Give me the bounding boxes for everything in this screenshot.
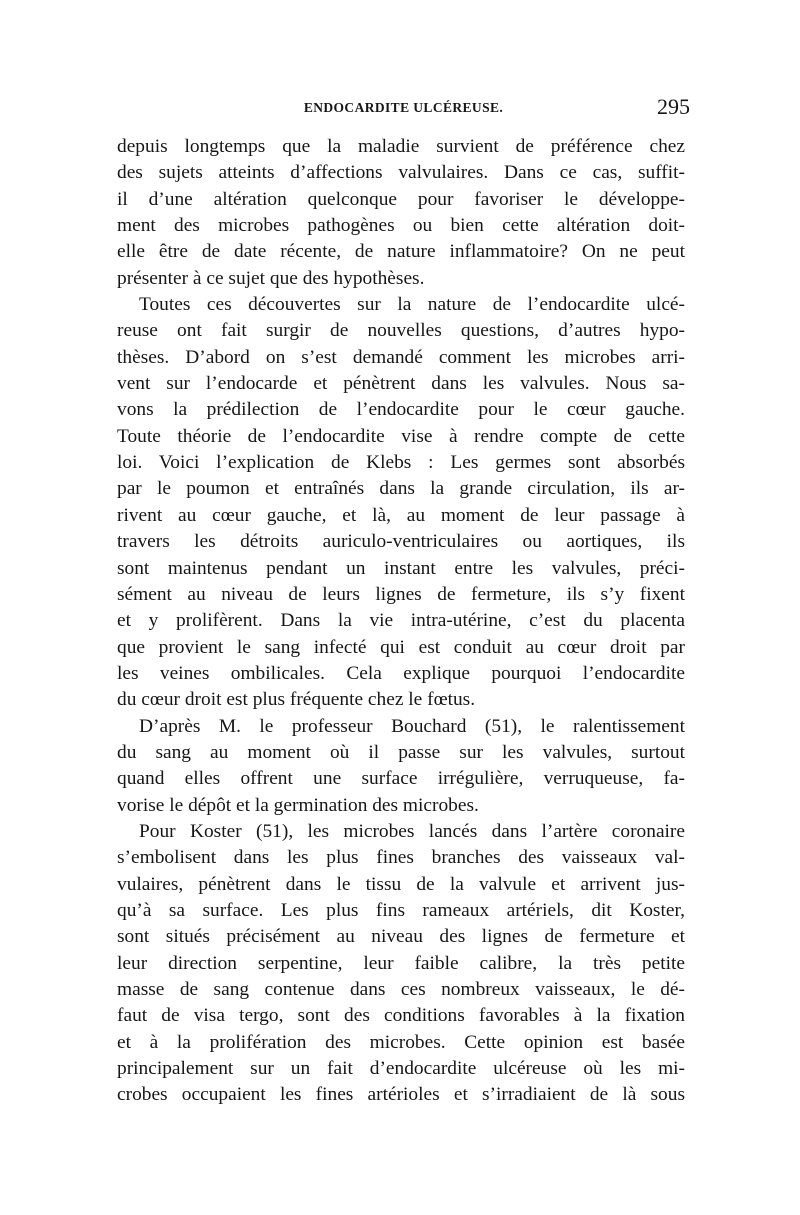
text-line: masse de sang contenue dans ces nombreux vaisseaux, le dé- <box>117 979 685 1000</box>
text-line: thèses. D’abord on s’est demandé comment les microbes arri- <box>117 346 685 368</box>
text-line: reuse ont fait surgir de nouvelles questions, d’autres hypo- <box>117 320 685 342</box>
text-line: du sang au moment où il passe sur les valvules, surtout <box>117 741 685 763</box>
page-number: 295 <box>657 94 690 119</box>
text-line: vulaires, pénètrent dans le tissu de la valvule et arrivent jus- <box>117 873 685 895</box>
text-line: et y prolifèrent. Dans la vie intra-utérine, c’est du placenta <box>117 610 685 632</box>
text-line: vorise le dépôt et la germination des microbes. <box>117 794 479 816</box>
text-line: quand elles offrent une surface irrégulière, verruqueuse, fa- <box>117 768 685 790</box>
text-line: Toutes ces découvertes sur la nature de l’endocardite ulcé- <box>139 294 685 316</box>
text-line: leur direction serpentine, leur faible calibre, la très petite <box>117 952 685 974</box>
text-line: qu’à sa surface. Les plus fins rameaux artériels, dit Koster, <box>117 899 685 921</box>
text-line: loi. Voici l’explication de Klebs : Les germes sont absorbés <box>117 452 685 474</box>
text-line: principalement sur un fait d’endocardite ulcéreuse où les mi- <box>117 1058 685 1080</box>
text-line: vent sur l’endocarde et pénètrent dans les valvules. Nous sa- <box>117 373 685 395</box>
text-line: les veines ombilicales. Cela explique pourquoi l’endocardite <box>117 662 685 684</box>
body-text <box>117 134 685 1109</box>
text-line: depuis longtemps que la maladie survient de préférence chez <box>117 136 685 157</box>
text-line: travers les détroits auriculo-ventriculaires ou aortiques, ils <box>117 531 685 553</box>
text-line: il d’une altération quelconque pour favoriser le développe- <box>117 188 685 210</box>
running-title: ENDOCARDITE ULCÉREUSE. <box>303 100 504 115</box>
text-line: s’embolisent dans les plus fines branches des vaisseaux val- <box>117 847 685 869</box>
text-line: elle être de date récente, de nature inflammatoire? On ne peut <box>117 241 685 263</box>
text-line: faut de visa tergo, sont des conditions favorables à la fixation <box>117 1005 685 1027</box>
text-line: présenter à ce sujet que des hypothèses. <box>117 267 425 289</box>
text-line: sont maintenus pendant un instant entre les valvules, préci- <box>117 557 685 579</box>
text-line: des sujets atteints d’affections valvulaires. Dans ce cas, suffit- <box>117 162 685 184</box>
text-line: par le poumon et entraînés dans la grande circulation, ils ar- <box>117 478 685 500</box>
text-line: ment des microbes pathogènes ou bien cette altération doit- <box>117 215 685 237</box>
text-line: crobes occupaient les fines artérioles et s’irradiaient de là sous <box>117 1084 685 1106</box>
text-line: sément au niveau de leurs lignes de fermeture, ils s’y fixent <box>117 583 685 605</box>
text-line: que provient le sang infecté qui est conduit au cœur droit par <box>117 636 685 658</box>
text-line: Toute théorie de l’endocardite vise à rendre compte de cette <box>117 425 685 447</box>
text-line: sont situés précisément au niveau des lignes de fermeture et <box>117 926 685 948</box>
text-line: Pour Koster (51), les microbes lancés dans l’artère coronaire <box>139 820 685 842</box>
text-line: vons la prédilection de l’endocardite pour le cœur gauche. <box>117 399 685 421</box>
text-line: D’après M. le professeur Bouchard (51), le ralentissement <box>139 715 685 737</box>
text-line: rivent au cœur gauche, et là, au moment de leur passage à <box>117 504 685 526</box>
page-header <box>117 94 690 126</box>
text-line: et à la prolifération des microbes. Cette opinion est basée <box>117 1031 685 1053</box>
text-line: du cœur droit est plus fréquente chez le fœtus. <box>117 689 476 711</box>
